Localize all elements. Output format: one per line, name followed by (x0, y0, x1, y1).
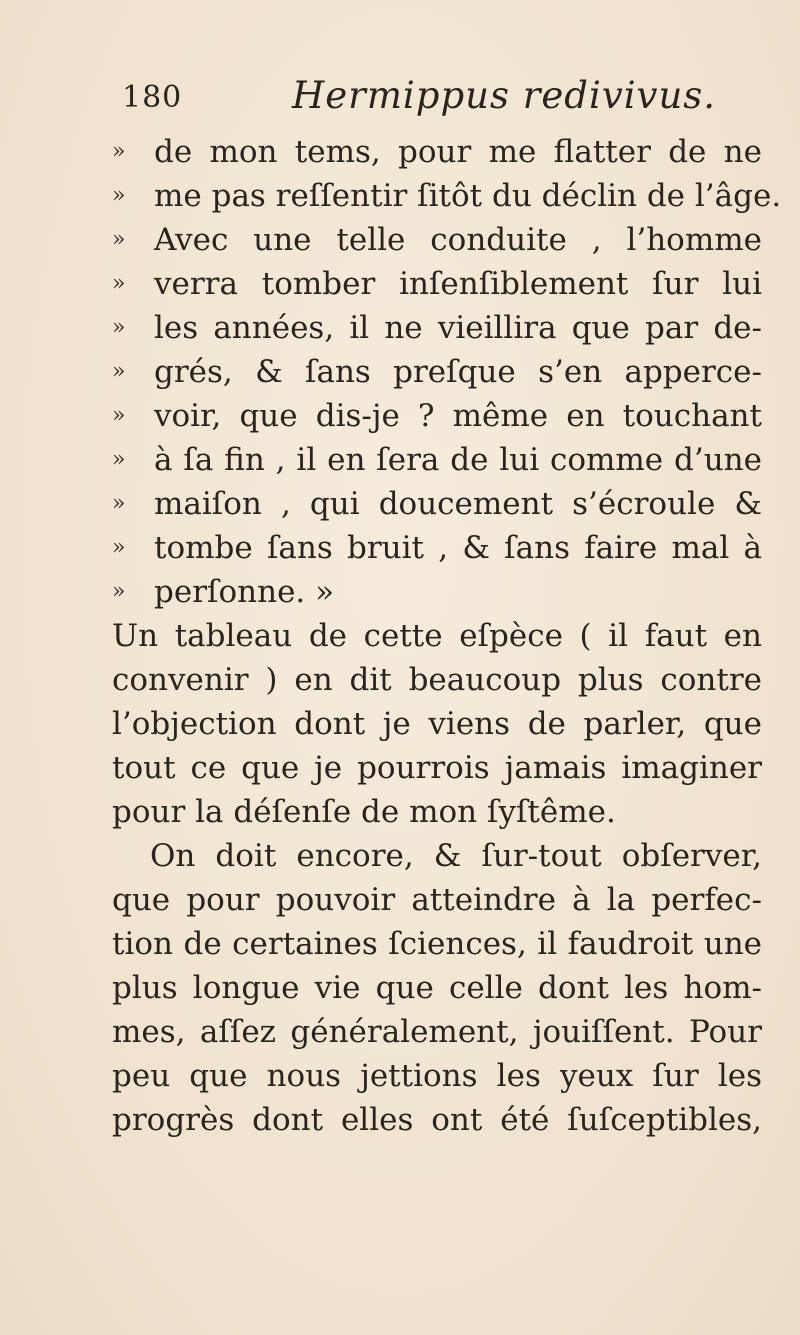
quote-mark: » (112, 271, 126, 296)
text-line (112, 1098, 762, 1142)
line-text: que pour pouvoir atteindre à la perfec- (112, 882, 762, 918)
line-text: grés, & ſans preſque s’en apperce- (154, 354, 762, 390)
line-text: les années, il ne vieillira que par de- (154, 310, 762, 346)
quote-mark: » (112, 183, 126, 208)
quote-mark: » (112, 491, 126, 516)
body-text (112, 130, 782, 1142)
line-text: me pas reſſentir ſitôt du déclin de l’âge. (154, 178, 782, 214)
line-text: peu que nous jettions les yeux ſur les (112, 1058, 762, 1094)
line-text: Un tableau de cette eſpèce ( il faut en (112, 618, 762, 654)
quote-mark: » (112, 403, 126, 428)
line-text: mes, aſſez généralement, jouiſſent. Pour (112, 1014, 762, 1050)
line-text: tion de certaines ſciences, il faudroit une (112, 926, 762, 962)
text-line (112, 922, 762, 966)
line-text: tout ce que je pourrois jamais imaginer (112, 750, 762, 786)
text-line (112, 1054, 762, 1098)
text-line (112, 394, 762, 438)
line-text: verra tomber inſenſiblement ſur lui (154, 266, 762, 302)
line-text: convenir ) en dit beaucoup plus contre (112, 662, 762, 698)
line-text: perſonne. » (154, 574, 335, 610)
text-line (112, 218, 762, 262)
text-line (112, 1010, 762, 1054)
line-text: Avec une telle conduite , l’homme (154, 222, 762, 258)
line-text: maiſon , qui doucement s’écroule & (154, 486, 762, 522)
line-text: On doit encore, & ſur-tout obſerver, (150, 838, 762, 874)
line-text: l’objection dont je viens de parler, que (112, 706, 762, 742)
line-text: plus longue vie que celle dont les hom- (112, 970, 762, 1006)
line-text: tombe ſans bruit , & ſans faire mal à (154, 530, 762, 566)
text-line (112, 702, 762, 746)
text-line (112, 482, 762, 526)
running-title: Hermippus redivivus. (292, 74, 717, 117)
text-line (112, 746, 762, 790)
text-line (112, 878, 762, 922)
quote-mark: » (112, 227, 126, 252)
text-line (112, 966, 762, 1010)
text-line (112, 262, 762, 306)
text-line (112, 614, 762, 658)
text-line (112, 306, 762, 350)
line-text: progrès dont elles ont été ſuſceptibles, (112, 1102, 762, 1138)
running-head (112, 72, 752, 122)
text-line (112, 570, 762, 614)
quote-mark: » (112, 447, 126, 472)
line-text: pour la déſenſe de mon ſyſtême. (112, 794, 616, 830)
quote-mark: » (112, 535, 126, 560)
text-line (112, 438, 762, 482)
text-line (112, 526, 762, 570)
line-text: de mon tems, pour me flatter de ne (154, 134, 762, 170)
quote-mark: » (112, 359, 126, 384)
text-line (112, 174, 782, 218)
quote-mark: » (112, 139, 126, 164)
quote-mark: » (112, 315, 126, 340)
page-number: 180 (122, 80, 183, 115)
line-text: à ſa fin , il en ſera de lui comme d’une (154, 442, 762, 478)
line-text: voir, que dis-je ? même en touchant (154, 398, 762, 434)
text-line (112, 658, 762, 702)
text-line (112, 790, 762, 834)
text-line (112, 130, 762, 174)
quote-mark: » (112, 579, 126, 604)
text-line (112, 350, 762, 394)
text-line (112, 834, 762, 878)
